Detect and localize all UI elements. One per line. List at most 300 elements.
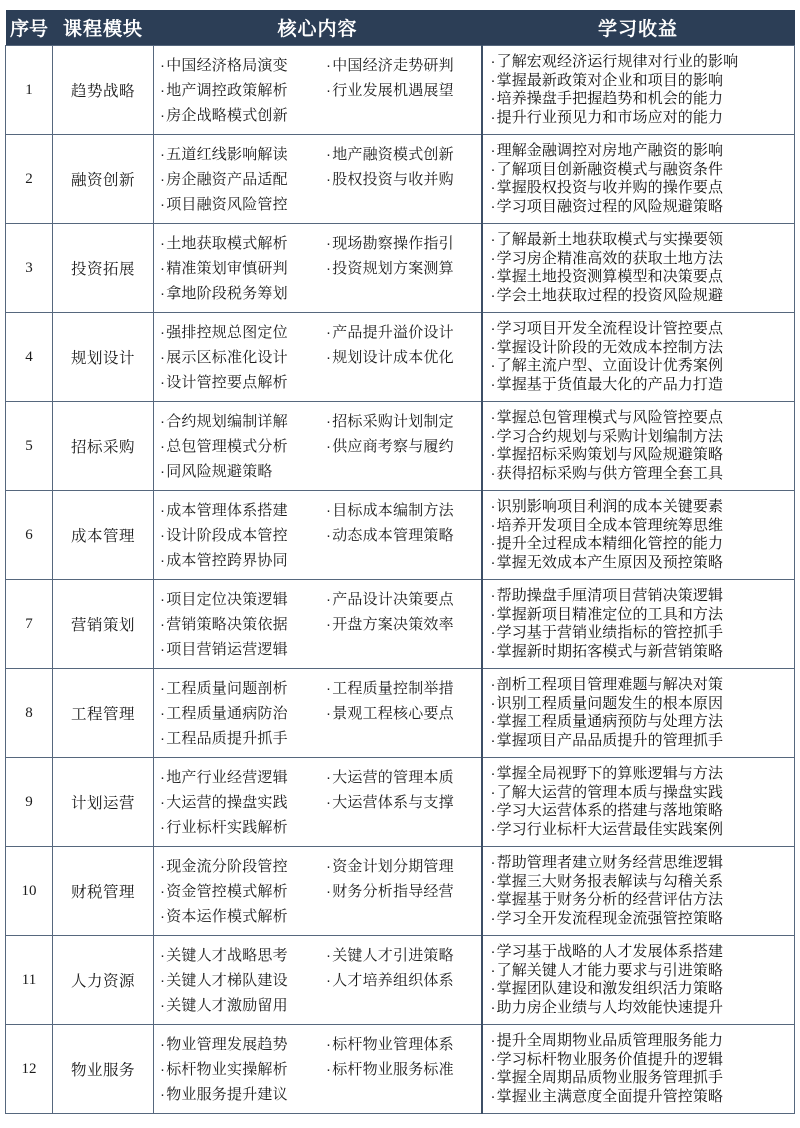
learning-gain-item-label: 掌握业主满意度全面提升管控策略 bbox=[496, 1087, 724, 1105]
core-content-item bbox=[160, 587, 326, 612]
cell-module-name: 趋势战略 bbox=[53, 46, 154, 135]
learning-gain-item bbox=[491, 446, 789, 465]
learning-gain-item-label: 学习项目融资过程的风险规避策略 bbox=[496, 197, 724, 215]
learning-gain-item bbox=[491, 498, 789, 517]
core-content-item bbox=[160, 726, 326, 751]
core-content-item-label: 大运营的操盘实践 bbox=[166, 793, 288, 811]
bullet-dot-icon: · bbox=[160, 857, 166, 875]
learning-gain-item bbox=[491, 695, 789, 714]
learning-gain-list bbox=[491, 676, 789, 750]
learning-gain-item-label: 掌握新项目精准定位的工具和方法 bbox=[496, 605, 724, 623]
bullet-dot-icon: · bbox=[160, 729, 166, 747]
bullet-dot-icon: · bbox=[160, 793, 166, 811]
learning-gain-item bbox=[491, 179, 789, 198]
bullet-dot-icon: · bbox=[326, 145, 332, 163]
cell-core-content bbox=[154, 491, 482, 580]
bullet-dot-icon: · bbox=[326, 323, 332, 341]
core-content-item bbox=[160, 409, 326, 434]
core-content-item-label: 动态成本管理策略 bbox=[332, 526, 454, 544]
core-content-item bbox=[160, 523, 326, 548]
bullet-dot-icon: · bbox=[326, 234, 332, 252]
cell-module-name: 招标采购 bbox=[53, 402, 154, 491]
bullet-dot-icon: · bbox=[490, 694, 496, 712]
bullet-dot-icon: · bbox=[160, 501, 166, 519]
learning-gain-item bbox=[491, 713, 789, 732]
learning-gain-item bbox=[491, 268, 789, 287]
learning-gain-list bbox=[491, 765, 789, 839]
bullet-dot-icon: · bbox=[490, 108, 496, 126]
core-content-column-left bbox=[160, 587, 326, 662]
core-content-item-label: 关键人才引进策略 bbox=[332, 946, 454, 964]
cell-core-content bbox=[154, 135, 482, 224]
cell-learning-gain bbox=[482, 46, 795, 135]
core-content-item bbox=[160, 345, 326, 370]
learning-gain-item-label: 提升行业预见力和市场应对的能力 bbox=[496, 108, 724, 126]
core-content-item-label: 土地获取模式解析 bbox=[166, 234, 288, 252]
core-content-item bbox=[160, 790, 326, 815]
cell-core-content bbox=[154, 669, 482, 758]
core-content-item bbox=[160, 943, 326, 968]
core-content-item bbox=[160, 103, 326, 128]
core-content-item-label: 强排控规总图定位 bbox=[166, 323, 288, 341]
learning-gain-item bbox=[491, 765, 789, 784]
bullet-dot-icon: · bbox=[326, 793, 332, 811]
learning-gain-item-label: 掌握项目产品品质提升的管理抓手 bbox=[496, 731, 724, 749]
learning-gain-item-label: 学习合约规划与采购计划编制方法 bbox=[496, 427, 724, 445]
bullet-dot-icon: · bbox=[160, 704, 166, 722]
core-content-column-right bbox=[326, 320, 476, 370]
bullet-dot-icon: · bbox=[490, 375, 496, 393]
core-content-item bbox=[326, 765, 476, 790]
table-row bbox=[6, 402, 795, 491]
cell-module-name: 成本管理 bbox=[53, 491, 154, 580]
core-content-item bbox=[326, 523, 476, 548]
learning-gain-item-label: 帮助操盘手厘清项目营销决策逻辑 bbox=[496, 587, 724, 604]
table-row bbox=[6, 1025, 795, 1114]
core-content-item-label: 大运营体系与支撑 bbox=[332, 793, 454, 811]
bullet-dot-icon: · bbox=[490, 535, 496, 552]
learning-gain-item bbox=[491, 109, 789, 128]
core-content-item bbox=[326, 167, 476, 192]
core-content-item bbox=[326, 434, 476, 459]
cell-learning-gain bbox=[482, 135, 795, 224]
bullet-dot-icon: · bbox=[160, 259, 166, 277]
core-content-item-label: 产品设计决策要点 bbox=[332, 590, 454, 608]
core-content-item bbox=[326, 968, 476, 993]
bullet-dot-icon: · bbox=[490, 338, 496, 356]
bullet-dot-icon: · bbox=[160, 615, 166, 633]
learning-gain-item bbox=[491, 1051, 789, 1070]
bullet-dot-icon: · bbox=[490, 891, 496, 908]
learning-gain-item bbox=[491, 802, 789, 821]
cell-row-number: 10 bbox=[6, 847, 53, 936]
core-content-item bbox=[326, 78, 476, 103]
cell-learning-gain bbox=[482, 847, 795, 936]
core-content-column-right bbox=[326, 587, 476, 637]
core-content-column-right bbox=[326, 231, 476, 281]
core-content-item-label: 财务分析指导经营 bbox=[332, 882, 454, 900]
learning-gain-item bbox=[491, 517, 789, 536]
bullet-dot-icon: · bbox=[490, 179, 496, 196]
cell-module-name: 人力资源 bbox=[53, 936, 154, 1025]
bullet-dot-icon: · bbox=[490, 231, 496, 248]
core-content-item bbox=[326, 1032, 476, 1057]
core-content-columns bbox=[154, 943, 481, 1018]
learning-gain-item bbox=[491, 606, 789, 625]
bullet-dot-icon: · bbox=[490, 197, 496, 215]
core-content-column-right bbox=[326, 53, 476, 103]
cell-learning-gain bbox=[482, 669, 795, 758]
core-content-item-label: 地产行业经营逻辑 bbox=[166, 768, 288, 786]
learning-gain-item bbox=[491, 784, 789, 803]
table-row bbox=[6, 46, 795, 135]
core-content-item bbox=[326, 790, 476, 815]
core-content-item-label: 关键人才梯队建设 bbox=[166, 971, 288, 989]
learning-gain-item bbox=[491, 999, 789, 1018]
bullet-dot-icon: · bbox=[490, 286, 496, 304]
core-content-item-label: 项目定位决策逻辑 bbox=[166, 590, 288, 608]
learning-gain-item bbox=[491, 53, 789, 72]
core-content-item bbox=[326, 612, 476, 637]
cell-row-number: 6 bbox=[6, 491, 53, 580]
learning-gain-item-label: 了解大运营的管理本质与操盘实践 bbox=[496, 783, 724, 801]
cell-row-number: 3 bbox=[6, 224, 53, 313]
core-content-column-left bbox=[160, 320, 326, 395]
bullet-dot-icon: · bbox=[160, 1060, 166, 1078]
learning-gain-item-label: 提升全过程成本精细化管控的能力 bbox=[496, 535, 724, 552]
core-content-item bbox=[326, 701, 476, 726]
bullet-dot-icon: · bbox=[490, 961, 496, 979]
learning-gain-list bbox=[491, 320, 789, 394]
table-row bbox=[6, 669, 795, 758]
core-content-item bbox=[160, 548, 326, 573]
bullet-dot-icon: · bbox=[490, 249, 496, 267]
core-content-item bbox=[160, 434, 326, 459]
core-content-column-right bbox=[326, 943, 476, 993]
table-row bbox=[6, 758, 795, 847]
core-content-item bbox=[160, 167, 326, 192]
column-header-learning-gain: 学习收益 bbox=[482, 10, 795, 46]
core-content-item bbox=[160, 1057, 326, 1082]
core-content-item-label: 设计管控要点解析 bbox=[166, 373, 288, 391]
core-content-column-left bbox=[160, 231, 326, 306]
bullet-dot-icon: · bbox=[490, 998, 496, 1016]
bullet-dot-icon: · bbox=[490, 320, 496, 337]
learning-gain-item bbox=[491, 409, 789, 428]
bullet-dot-icon: · bbox=[490, 427, 496, 445]
core-content-column-right bbox=[326, 854, 476, 904]
cell-learning-gain bbox=[482, 1025, 795, 1114]
bullet-dot-icon: · bbox=[490, 854, 496, 871]
core-content-item-label: 招标采购计划制定 bbox=[332, 412, 454, 430]
core-content-item bbox=[160, 1032, 326, 1057]
core-content-item bbox=[160, 281, 326, 306]
core-content-item bbox=[326, 676, 476, 701]
core-content-item-label: 营销策略决策依据 bbox=[166, 615, 288, 633]
core-content-item-label: 关键人才激励留用 bbox=[166, 996, 288, 1014]
column-header-no: 序号 bbox=[6, 10, 53, 46]
core-content-item-label: 人才培养组织体系 bbox=[332, 971, 454, 989]
core-content-item-label: 关键人才战略思考 bbox=[166, 946, 288, 964]
core-content-column-right bbox=[326, 765, 476, 815]
learning-gain-item bbox=[491, 535, 789, 554]
learning-gain-item bbox=[491, 198, 789, 217]
learning-gain-item-label: 了解项目创新融资模式与融资条件 bbox=[496, 160, 724, 178]
core-content-column-left bbox=[160, 53, 326, 128]
core-content-item bbox=[160, 612, 326, 637]
bullet-dot-icon: · bbox=[490, 142, 496, 159]
core-content-item bbox=[326, 587, 476, 612]
learning-gain-item-label: 掌握总包管理模式与风险管控要点 bbox=[496, 409, 724, 426]
bullet-dot-icon: · bbox=[490, 498, 496, 515]
learning-gain-item-label: 学习大运营体系的搭建与落地策略 bbox=[496, 802, 724, 819]
learning-gain-list bbox=[491, 943, 789, 1017]
learning-gain-item bbox=[491, 465, 789, 484]
bullet-dot-icon: · bbox=[326, 971, 332, 989]
core-content-item-label: 设计阶段成本管控 bbox=[166, 526, 288, 544]
bullet-dot-icon: · bbox=[160, 106, 166, 124]
learning-gain-item bbox=[491, 732, 789, 751]
core-content-item-label: 工程质量通病防治 bbox=[166, 704, 288, 722]
core-content-item-label: 物业服务提升建议 bbox=[166, 1085, 288, 1103]
learning-gain-item bbox=[491, 980, 789, 999]
core-content-item-label: 资本运作模式解析 bbox=[166, 907, 288, 925]
core-content-item-label: 工程质量控制举措 bbox=[332, 679, 454, 697]
cell-module-name: 营销策划 bbox=[53, 580, 154, 669]
learning-gain-item bbox=[491, 1069, 789, 1088]
core-content-columns bbox=[154, 498, 481, 573]
core-content-item bbox=[326, 409, 476, 434]
core-content-item-label: 标杆物业实操解析 bbox=[166, 1060, 288, 1078]
learning-gain-item bbox=[491, 587, 789, 606]
cell-core-content bbox=[154, 313, 482, 402]
bullet-dot-icon: · bbox=[160, 145, 166, 163]
bullet-dot-icon: · bbox=[160, 590, 166, 608]
learning-gain-item bbox=[491, 339, 789, 358]
core-content-columns bbox=[154, 854, 481, 929]
column-header-core-content: 核心内容 bbox=[154, 10, 482, 46]
core-content-columns bbox=[154, 409, 481, 484]
core-content-item bbox=[160, 231, 326, 256]
core-content-item-label: 行业发展机遇展望 bbox=[332, 81, 454, 99]
bullet-dot-icon: · bbox=[160, 412, 166, 430]
bullet-dot-icon: · bbox=[160, 818, 166, 836]
core-content-item bbox=[160, 676, 326, 701]
bullet-dot-icon: · bbox=[160, 284, 166, 302]
core-content-item-label: 标杆物业服务标准 bbox=[332, 1060, 454, 1078]
cell-module-name: 工程管理 bbox=[53, 669, 154, 758]
cell-row-number: 12 bbox=[6, 1025, 53, 1114]
cell-learning-gain bbox=[482, 936, 795, 1025]
core-content-item bbox=[326, 1057, 476, 1082]
core-content-item-label: 产品提升溢价设计 bbox=[332, 323, 454, 341]
core-content-item-label: 房企融资产品适配 bbox=[166, 170, 288, 188]
bullet-dot-icon: · bbox=[490, 53, 496, 70]
cell-module-name: 计划运营 bbox=[53, 758, 154, 847]
cell-learning-gain bbox=[482, 758, 795, 847]
learning-gain-item-label: 理解金融调控对房地产融资的影响 bbox=[496, 142, 724, 159]
core-content-item-label: 开盘方案决策效率 bbox=[332, 615, 454, 633]
cell-row-number: 1 bbox=[6, 46, 53, 135]
table-row bbox=[6, 224, 795, 313]
cell-row-number: 9 bbox=[6, 758, 53, 847]
bullet-dot-icon: · bbox=[490, 357, 496, 374]
bullet-dot-icon: · bbox=[160, 946, 166, 964]
bullet-dot-icon: · bbox=[490, 872, 496, 890]
core-content-item bbox=[160, 904, 326, 929]
header-row bbox=[6, 10, 795, 46]
cell-learning-gain bbox=[482, 402, 795, 491]
core-content-item-label: 中国经济格局演变 bbox=[166, 56, 288, 74]
learning-gain-list bbox=[491, 231, 789, 305]
cell-core-content bbox=[154, 1025, 482, 1114]
learning-gain-item-label: 了解宏观经济运行规律对行业的影响 bbox=[496, 53, 739, 70]
learning-gain-item-label: 学会土地获取过程的投资风险规避 bbox=[496, 286, 724, 304]
bullet-dot-icon: · bbox=[160, 437, 166, 455]
learning-gain-item bbox=[491, 428, 789, 447]
bullet-dot-icon: · bbox=[326, 946, 332, 964]
core-content-item bbox=[326, 498, 476, 523]
learning-gain-list bbox=[491, 587, 789, 661]
core-content-item bbox=[160, 78, 326, 103]
bullet-dot-icon: · bbox=[490, 642, 496, 660]
bullet-dot-icon: · bbox=[160, 907, 166, 925]
core-content-item-label: 工程品质提升抓手 bbox=[166, 729, 288, 747]
cell-core-content bbox=[154, 402, 482, 491]
cell-row-number: 2 bbox=[6, 135, 53, 224]
core-content-item-label: 地产融资模式创新 bbox=[332, 145, 454, 163]
bullet-dot-icon: · bbox=[326, 348, 332, 366]
core-content-item-label: 物业管理发展趋势 bbox=[166, 1035, 288, 1053]
bullet-dot-icon: · bbox=[326, 412, 332, 430]
bullet-dot-icon: · bbox=[490, 713, 496, 730]
bullet-dot-icon: · bbox=[490, 1050, 496, 1068]
bullet-dot-icon: · bbox=[160, 81, 166, 99]
learning-gain-item bbox=[491, 161, 789, 180]
learning-gain-item-label: 掌握股权投资与收并购的操作要点 bbox=[496, 179, 724, 196]
learning-gain-list bbox=[491, 142, 789, 216]
bullet-dot-icon: · bbox=[326, 81, 332, 99]
cell-learning-gain bbox=[482, 491, 795, 580]
bullet-dot-icon: · bbox=[326, 882, 332, 900]
learning-gain-item-label: 掌握全局视野下的算账逻辑与方法 bbox=[496, 765, 724, 782]
learning-gain-item bbox=[491, 962, 789, 981]
learning-gain-item-label: 掌握最新政策对企业和项目的影响 bbox=[496, 71, 724, 89]
bullet-dot-icon: · bbox=[490, 446, 496, 463]
cell-learning-gain bbox=[482, 580, 795, 669]
core-content-column-left bbox=[160, 498, 326, 573]
core-content-item-label: 标杆物业管理体系 bbox=[332, 1035, 454, 1053]
core-content-columns bbox=[154, 142, 481, 217]
core-content-item bbox=[160, 879, 326, 904]
column-header-module: 课程模块 bbox=[53, 10, 154, 46]
bullet-dot-icon: · bbox=[160, 1085, 166, 1103]
learning-gain-item-label: 识别工程质量问题发生的根本原因 bbox=[496, 694, 724, 712]
bullet-dot-icon: · bbox=[490, 71, 496, 89]
core-content-item-label: 现场勘察操作指引 bbox=[332, 234, 454, 252]
learning-gain-item-label: 学习标杆物业服务价值提升的逻辑 bbox=[496, 1050, 724, 1068]
learning-gain-item bbox=[491, 554, 789, 573]
cell-core-content bbox=[154, 580, 482, 669]
core-content-item bbox=[160, 192, 326, 217]
core-content-item-label: 规划设计成本优化 bbox=[332, 348, 454, 366]
core-content-item-label: 投资规划方案测算 bbox=[332, 259, 454, 277]
table-row bbox=[6, 580, 795, 669]
core-content-item bbox=[326, 256, 476, 281]
bullet-dot-icon: · bbox=[160, 882, 166, 900]
cell-learning-gain bbox=[482, 313, 795, 402]
core-content-item bbox=[326, 320, 476, 345]
core-content-item-label: 目标成本编制方法 bbox=[332, 501, 454, 519]
core-content-item-label: 资金计划分期管理 bbox=[332, 857, 454, 875]
bullet-dot-icon: · bbox=[160, 348, 166, 366]
bullet-dot-icon: · bbox=[490, 464, 496, 482]
bullet-dot-icon: · bbox=[326, 768, 332, 786]
bullet-dot-icon: · bbox=[326, 1035, 332, 1053]
bullet-dot-icon: · bbox=[160, 170, 166, 188]
core-content-item bbox=[160, 53, 326, 78]
bullet-dot-icon: · bbox=[326, 590, 332, 608]
core-content-item-label: 总包管理模式分析 bbox=[166, 437, 288, 455]
learning-gain-item bbox=[491, 1032, 789, 1051]
core-content-item bbox=[160, 993, 326, 1018]
cell-core-content bbox=[154, 224, 482, 313]
bullet-dot-icon: · bbox=[490, 268, 496, 285]
table-row bbox=[6, 847, 795, 936]
bullet-dot-icon: · bbox=[160, 679, 166, 697]
core-content-item-label: 项目融资风险管控 bbox=[166, 195, 288, 213]
learning-gain-item-label: 掌握招标采购策划与风险规避策略 bbox=[496, 446, 724, 463]
learning-gain-item bbox=[491, 873, 789, 892]
learning-gain-item-label: 掌握团队建设和激发组织活力策略 bbox=[496, 980, 724, 997]
core-content-column-left bbox=[160, 142, 326, 217]
table-row bbox=[6, 313, 795, 402]
learning-gain-item bbox=[491, 910, 789, 929]
core-content-item-label: 精准策划审慎研判 bbox=[166, 259, 288, 277]
bullet-dot-icon: · bbox=[490, 1087, 496, 1105]
bullet-dot-icon: · bbox=[326, 259, 332, 277]
core-content-item-label: 五道红线影响解读 bbox=[166, 145, 288, 163]
bullet-dot-icon: · bbox=[326, 437, 332, 455]
cell-row-number: 7 bbox=[6, 580, 53, 669]
learning-gain-item-label: 掌握新时期拓客模式与新营销策略 bbox=[496, 642, 724, 660]
core-content-item-label: 项目营销运营逻辑 bbox=[166, 640, 288, 658]
bullet-dot-icon: · bbox=[490, 909, 496, 927]
learning-gain-item-label: 识别影响项目利润的成本关键要素 bbox=[496, 498, 724, 515]
bullet-dot-icon: · bbox=[490, 516, 496, 534]
cell-module-name: 投资拓展 bbox=[53, 224, 154, 313]
bullet-dot-icon: · bbox=[160, 56, 166, 74]
core-content-item bbox=[160, 370, 326, 395]
core-content-item-label: 成本管理体系搭建 bbox=[166, 501, 288, 519]
core-content-item-label: 景观工程核心要点 bbox=[332, 704, 454, 722]
learning-gain-item-label: 学习行业标杆大运营最佳实践案例 bbox=[496, 820, 724, 838]
learning-gain-item bbox=[491, 72, 789, 91]
core-content-item bbox=[160, 320, 326, 345]
core-content-column-right bbox=[326, 676, 476, 726]
bullet-dot-icon: · bbox=[326, 857, 332, 875]
learning-gain-item bbox=[491, 376, 789, 395]
cell-row-number: 5 bbox=[6, 402, 53, 491]
core-content-column-left bbox=[160, 409, 326, 484]
table-row bbox=[6, 491, 795, 580]
bullet-dot-icon: · bbox=[160, 971, 166, 989]
learning-gain-item bbox=[491, 320, 789, 339]
core-content-item-label: 成本管控跨界协同 bbox=[166, 551, 288, 569]
core-content-column-right bbox=[326, 142, 476, 192]
cell-row-number: 4 bbox=[6, 313, 53, 402]
bullet-dot-icon: · bbox=[160, 996, 166, 1014]
